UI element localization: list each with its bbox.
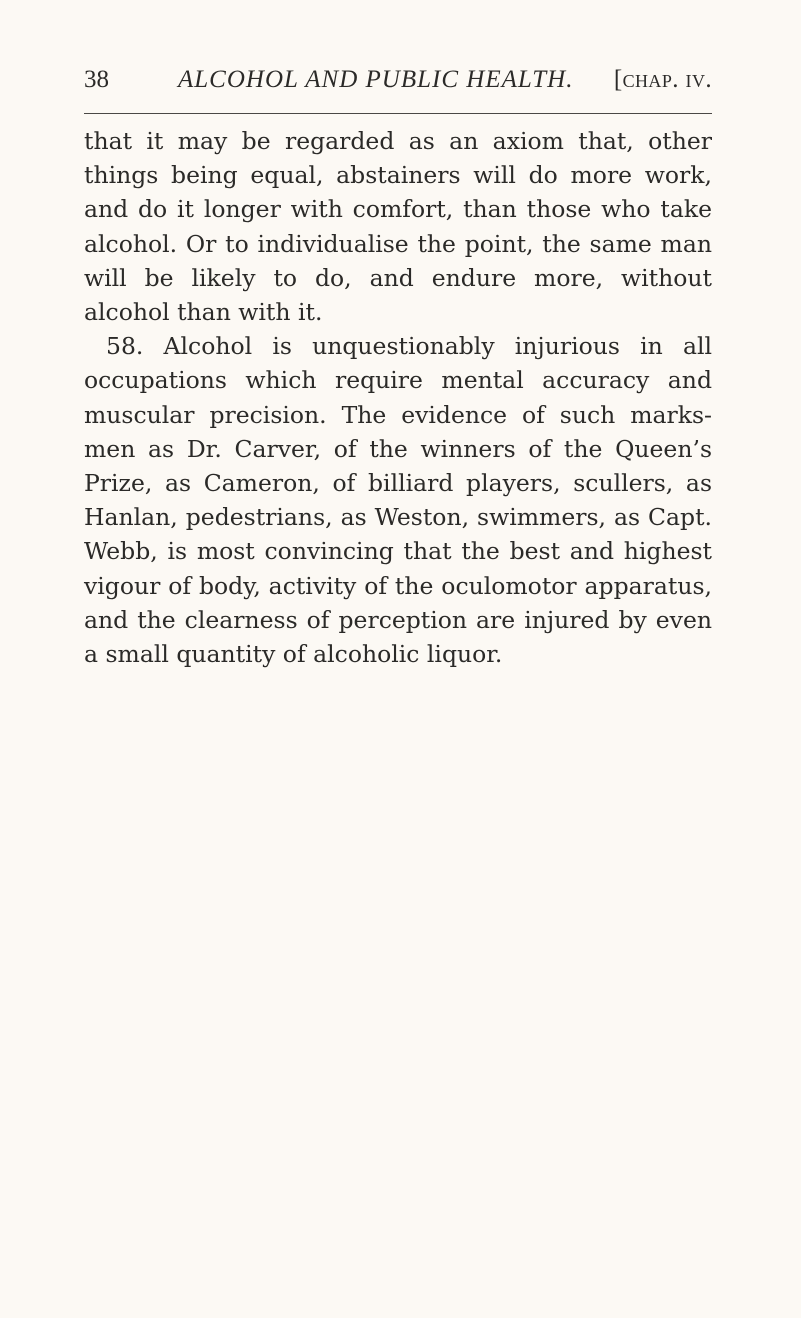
chapter-reference: [chap. iv. (613, 66, 712, 93)
paragraph: 58. Alcohol is unquestionably injurious in all occupations which require mental accuracy and muscular precision. The evidence of such marks-men as Dr. Carver, of the winners of the Queen’s Prize, as Cameron, of billiard players, scullers, as Hanlan, pedestrians, as Weston, swimmers, as Capt. Webb, is most convincing that the best and highest vigour of body, activity of the oculomotor apparatus, and the clearness of perception are injured by even a small quantity of alcoholic liquor. (84, 332, 712, 669)
running-title: ALCOHOL AND PUBLIC HEALTH. (178, 66, 574, 93)
page-number: 38 (84, 66, 109, 93)
paragraph: that it may be regarded as an axiom that, other things being equal, abstainers will do more work, and do it longer with comfort, than those who take alcohol. Or to individualise the point, the same man will be likely to do, and endure more, without alcohol than with it. (84, 127, 712, 327)
header-rule (84, 113, 712, 114)
body-text (84, 124, 712, 671)
running-head (84, 60, 712, 100)
